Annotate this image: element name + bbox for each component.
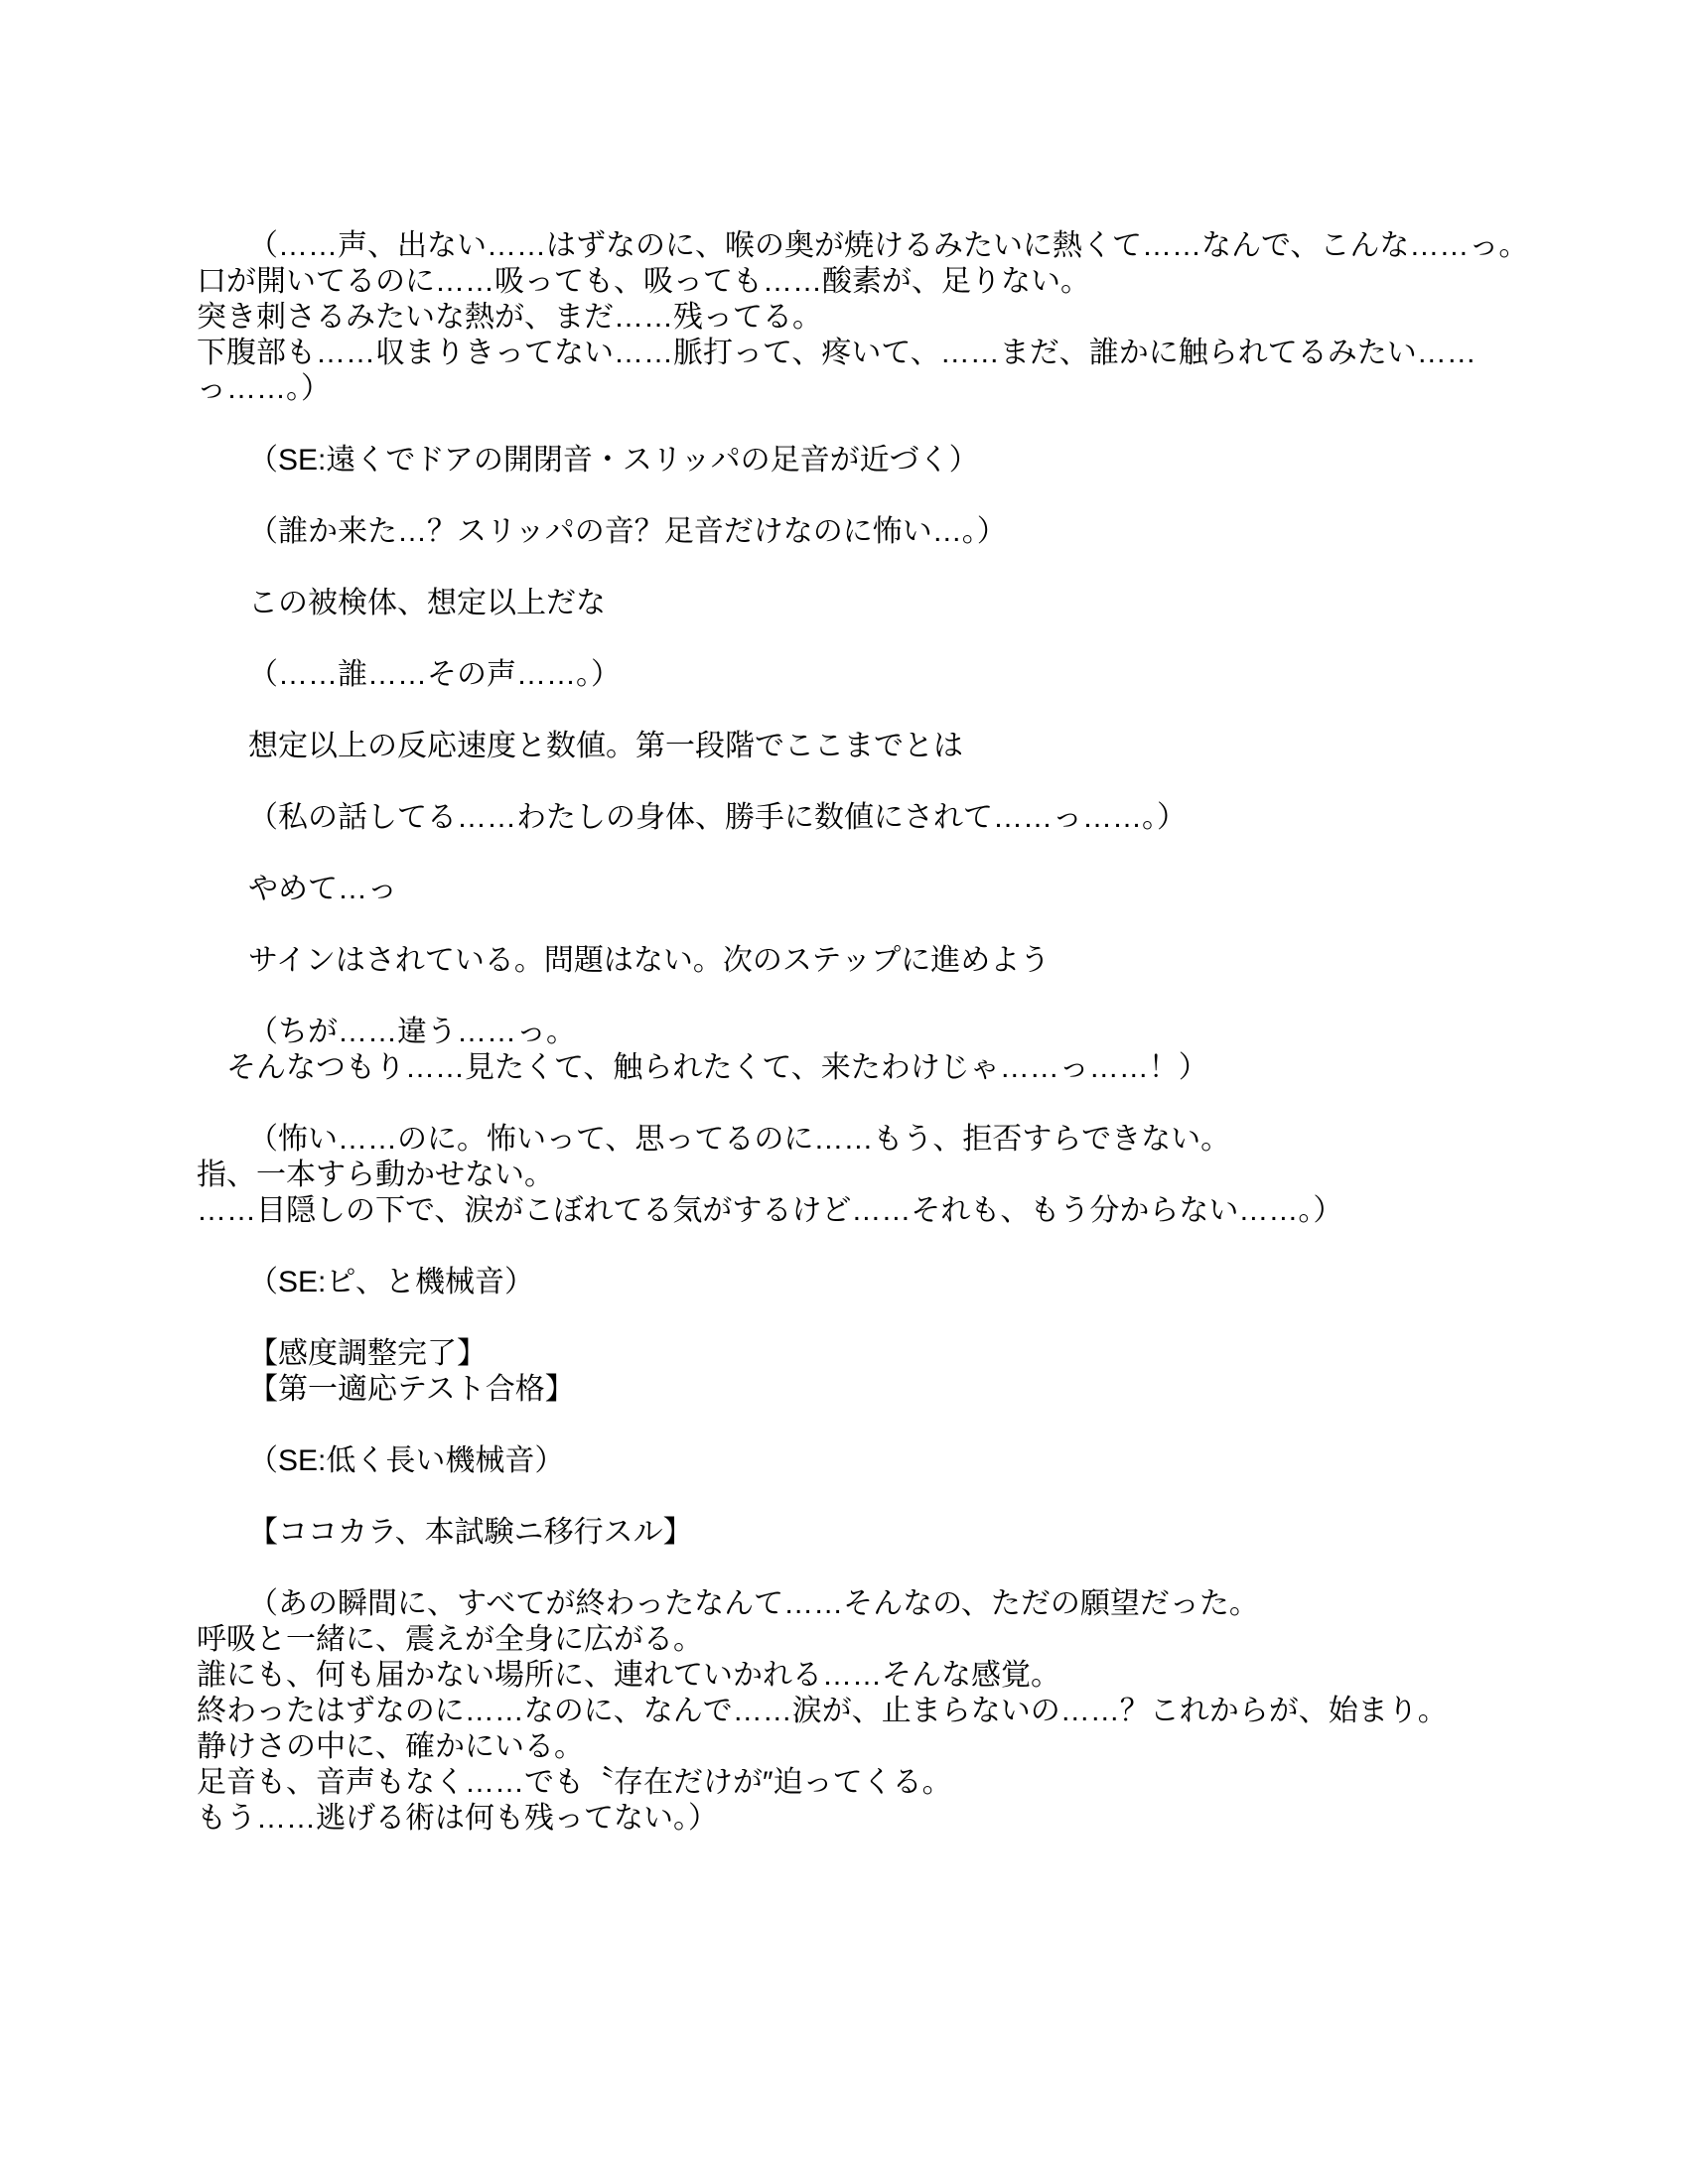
script-line: （私の話してる……わたしの身体、勝手に数値にされて……っ……。） xyxy=(248,801,1187,834)
script-line: 下腹部も……収まりきってない……脈打って、疼いて、……まだ、誰かに触られてるみたい…… xyxy=(197,337,1477,369)
script-line: （SE:遠くでドアの開閉音・スリッパの足音が近づく） xyxy=(248,444,979,477)
script-line: （ちが……違う……っ。 xyxy=(248,1016,576,1048)
script-paragraph xyxy=(197,1515,1507,1551)
script-line: 【感度調整完了】 xyxy=(248,1337,487,1370)
script-line: サインはされている。問題はない。次のステップに進めよう xyxy=(248,944,1051,977)
script-paragraph xyxy=(197,729,1507,764)
script-paragraph xyxy=(197,1015,1507,1086)
script-line: （あの瞬間に、すべてが終わったなんて……そんなの、ただの願望だった。 xyxy=(248,1587,1259,1620)
script-line: そんなつもり……見たくて、触られたくて、来たわけじゃ……っ……！） xyxy=(226,1051,1208,1084)
script-line: 【第一適応テスト合格】 xyxy=(248,1373,575,1406)
script-paragraph xyxy=(197,1443,1507,1479)
script-paragraph xyxy=(197,872,1507,907)
script-line: （……誰……その声……。） xyxy=(248,658,621,691)
script-paragraph xyxy=(197,943,1507,979)
script-line: （怖い……のに。怖いって、思ってるのに……もう、拒否すらできない。 xyxy=(248,1123,1231,1156)
script-line: 静けさの中に、確かにいる。 xyxy=(197,1730,584,1763)
script-line: （SE:ピ、と機械音） xyxy=(248,1266,535,1298)
script-paragraph xyxy=(197,657,1507,693)
script-line: 【ココカラ、本試験ニ移行スル】 xyxy=(248,1516,693,1549)
script-line: （SE:低く長い機械音） xyxy=(248,1444,565,1477)
script-line: やめて…っ xyxy=(248,873,397,905)
script-line: ……目隠しの下で、涙がこぼれてる気がするけど……それも、もう分からない……。） xyxy=(197,1194,1343,1227)
script-line: 誰にも、何も届かない場所に、連れていかれる……そんな感覚。 xyxy=(197,1659,1060,1692)
script-paragraph xyxy=(197,514,1507,550)
script-line: 口が開いてるのに……吸っても、吸っても……酸素が、足りない。 xyxy=(197,265,1090,298)
script-paragraph xyxy=(197,443,1507,478)
script-line: 想定以上の反応速度と数値。第一段階でここまでとは xyxy=(248,730,963,762)
script-line: 終わったはずなのに……なのに、なんで……涙が、止まらないの……？これからが、始まり。 xyxy=(197,1695,1448,1727)
script-line: 呼吸と一緒に、震えが全身に広がる。 xyxy=(197,1623,703,1656)
script-paragraph xyxy=(197,586,1507,621)
script-line: 突き刺さるみたいな熱が、まだ……残ってる。 xyxy=(197,301,822,334)
script-paragraph xyxy=(197,1122,1507,1229)
script-line: （……声、出ない……はずなのに、喉の奥が焼けるみたいに熱くて……なんで、こんな……っ。 xyxy=(248,229,1529,262)
script-line: この被検体、想定以上だな xyxy=(248,587,606,619)
script-line: 足音も、音声もなく……でも〝存在だけが″迫ってくる。 xyxy=(197,1766,952,1799)
script-line: （誰か来た…？スリッパの音？足音だけなのに怖い…。） xyxy=(248,515,1007,548)
script-paragraph xyxy=(197,1265,1507,1300)
script-paragraph xyxy=(197,800,1507,836)
script-line: っ……。） xyxy=(197,372,331,405)
script-line: もう……逃げる術は何も残ってない。） xyxy=(197,1802,718,1835)
script-line: 指、一本すら動かせない。 xyxy=(197,1159,554,1191)
script-paragraph xyxy=(197,1336,1507,1408)
script-paragraph xyxy=(197,228,1529,407)
script-text-block xyxy=(197,228,1529,1872)
script-paragraph xyxy=(197,1586,1507,1837)
